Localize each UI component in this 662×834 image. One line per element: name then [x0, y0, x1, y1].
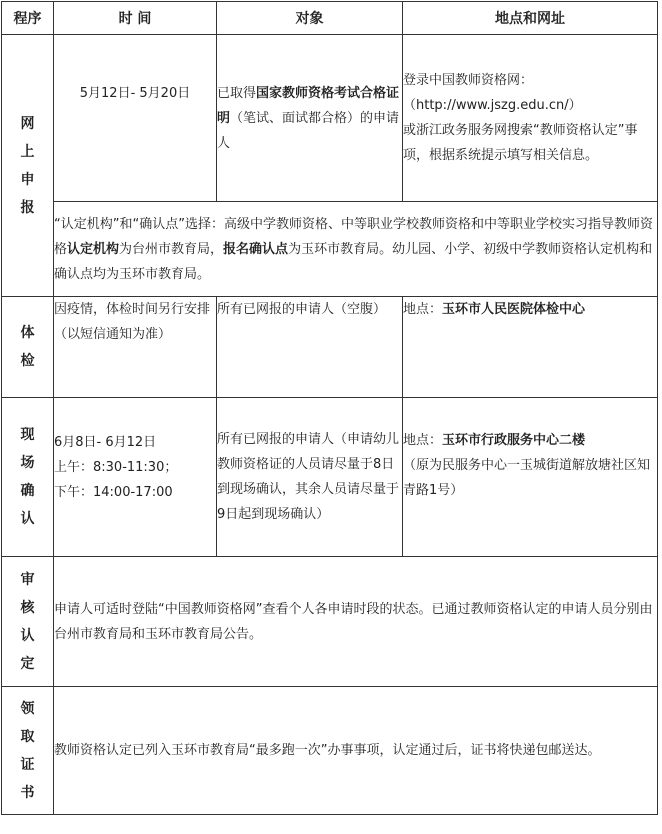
certificate-text: 教师资格认定已列入玉环市教育局“最多跑一次”办事事项，认定通过后，证书将快递包邮送达。: [54, 687, 658, 815]
stage-char: 检: [20, 353, 35, 369]
online-location-line1: 登录中国教师资格网：: [403, 73, 534, 88]
onsite-target: 所有已网报的申请人（申请幼儿教师资格证的人员请尽量于8日到现场确认，其余人员请尽量于9日起到现场确认）: [217, 398, 403, 557]
online-target-bold: 国家教师资格考试合格证明: [217, 85, 400, 126]
stage-review: [2, 557, 54, 687]
certificate-row: [2, 687, 658, 815]
online-location-url: （http://www.jszg.edu.cn/）: [403, 98, 582, 113]
stage-char: 取: [20, 728, 35, 745]
stage-char: 认: [20, 627, 35, 644]
header-time: 时 间: [54, 2, 217, 35]
onsite-time-am: 上午：8:30-11:30；: [54, 460, 178, 475]
stage-char: 领: [20, 700, 35, 717]
onsite-location-prefix: 地点：: [403, 433, 443, 448]
onsite-time-date: 6月8日- 6月12日: [54, 435, 157, 450]
onsite-location-bold: 玉环市行政服务中心二楼: [442, 433, 586, 448]
note-bold: 报名确认点: [223, 241, 289, 257]
stage-online: [2, 35, 54, 297]
review-row: [2, 557, 658, 687]
note-part: 为玉环市教育局。幼儿园、小学、初级中学教师资格认定机构和确认点均为玉环市教育局。: [54, 241, 653, 282]
stage-char: 证: [20, 756, 35, 773]
onsite-location-main: [403, 428, 657, 453]
onsite-location: [403, 398, 658, 557]
stage-char: 体: [20, 325, 35, 341]
note-part: “认定机构”和“确认点”选择：高级中学教师资格、中等职业学校教师资格和中等职业学校实习指导教师资格: [54, 216, 653, 257]
header-row: [2, 2, 658, 35]
stage-onsite: [2, 398, 54, 557]
stage-char: 认: [20, 511, 35, 527]
onsite-row: [2, 398, 658, 557]
note-bold: 认定机构: [67, 241, 120, 257]
physical-time: 因疫情，体检时间另行安排（以短信通知为准）: [54, 297, 217, 398]
review-text: 申请人可适时登陆“中国教师资格网”查看个人各申请时段的状态。已通过教师资格认定的申请人员分别由台州市教育局和玉环市教育局公告。: [54, 557, 658, 687]
onsite-time-pm: 下午：14:00-17:00: [54, 485, 173, 500]
stage-char: 网: [20, 115, 35, 132]
online-target: [217, 35, 403, 202]
stage-char: 现: [20, 427, 35, 443]
header-target: 对象: [217, 2, 403, 35]
online-target-prefix: 已取得: [217, 85, 257, 101]
onsite-location-note: （原为民服务中心一玉城街道解放塘社区知青路1号）: [403, 458, 651, 498]
stage-char: 定: [20, 655, 35, 672]
stage-char: 核: [20, 599, 35, 616]
stage-char: 报: [20, 199, 35, 216]
stage-char: 上: [20, 143, 35, 160]
stage-char: 申: [20, 171, 35, 188]
physical-target: 所有已网报的申请人（空腹）: [217, 297, 403, 398]
note-part: 为台州市教育局，: [119, 241, 224, 257]
stage-char: 书: [20, 784, 35, 801]
header-location: 地点和网址: [403, 2, 658, 35]
stage-certificate: [2, 687, 54, 815]
physical-row: [2, 297, 658, 398]
physical-location: [403, 297, 658, 398]
physical-location-prefix: 地点：: [403, 302, 443, 317]
stage-char: 场: [20, 455, 35, 471]
online-location-rest: 或浙江政务服务网搜索“教师资格认定”事项，根据系统提示填写相关信息。: [403, 123, 638, 163]
online-location: [403, 35, 658, 202]
physical-location-bold: 玉环市人民医院体检中心: [442, 302, 586, 317]
online-row: [2, 35, 658, 202]
stage-char: 确: [20, 483, 35, 499]
schedule-table: [1, 1, 658, 815]
online-target-suffix: （笔试、面试都合格）的申请人: [217, 110, 400, 151]
stage-char: 审: [20, 571, 35, 588]
onsite-time: [54, 398, 217, 557]
header-program: 程序: [2, 2, 54, 35]
online-note-row: [2, 202, 658, 297]
stage-physical: [2, 297, 54, 398]
online-note: [54, 202, 658, 297]
online-time: 5月12日- 5月20日: [54, 35, 217, 202]
